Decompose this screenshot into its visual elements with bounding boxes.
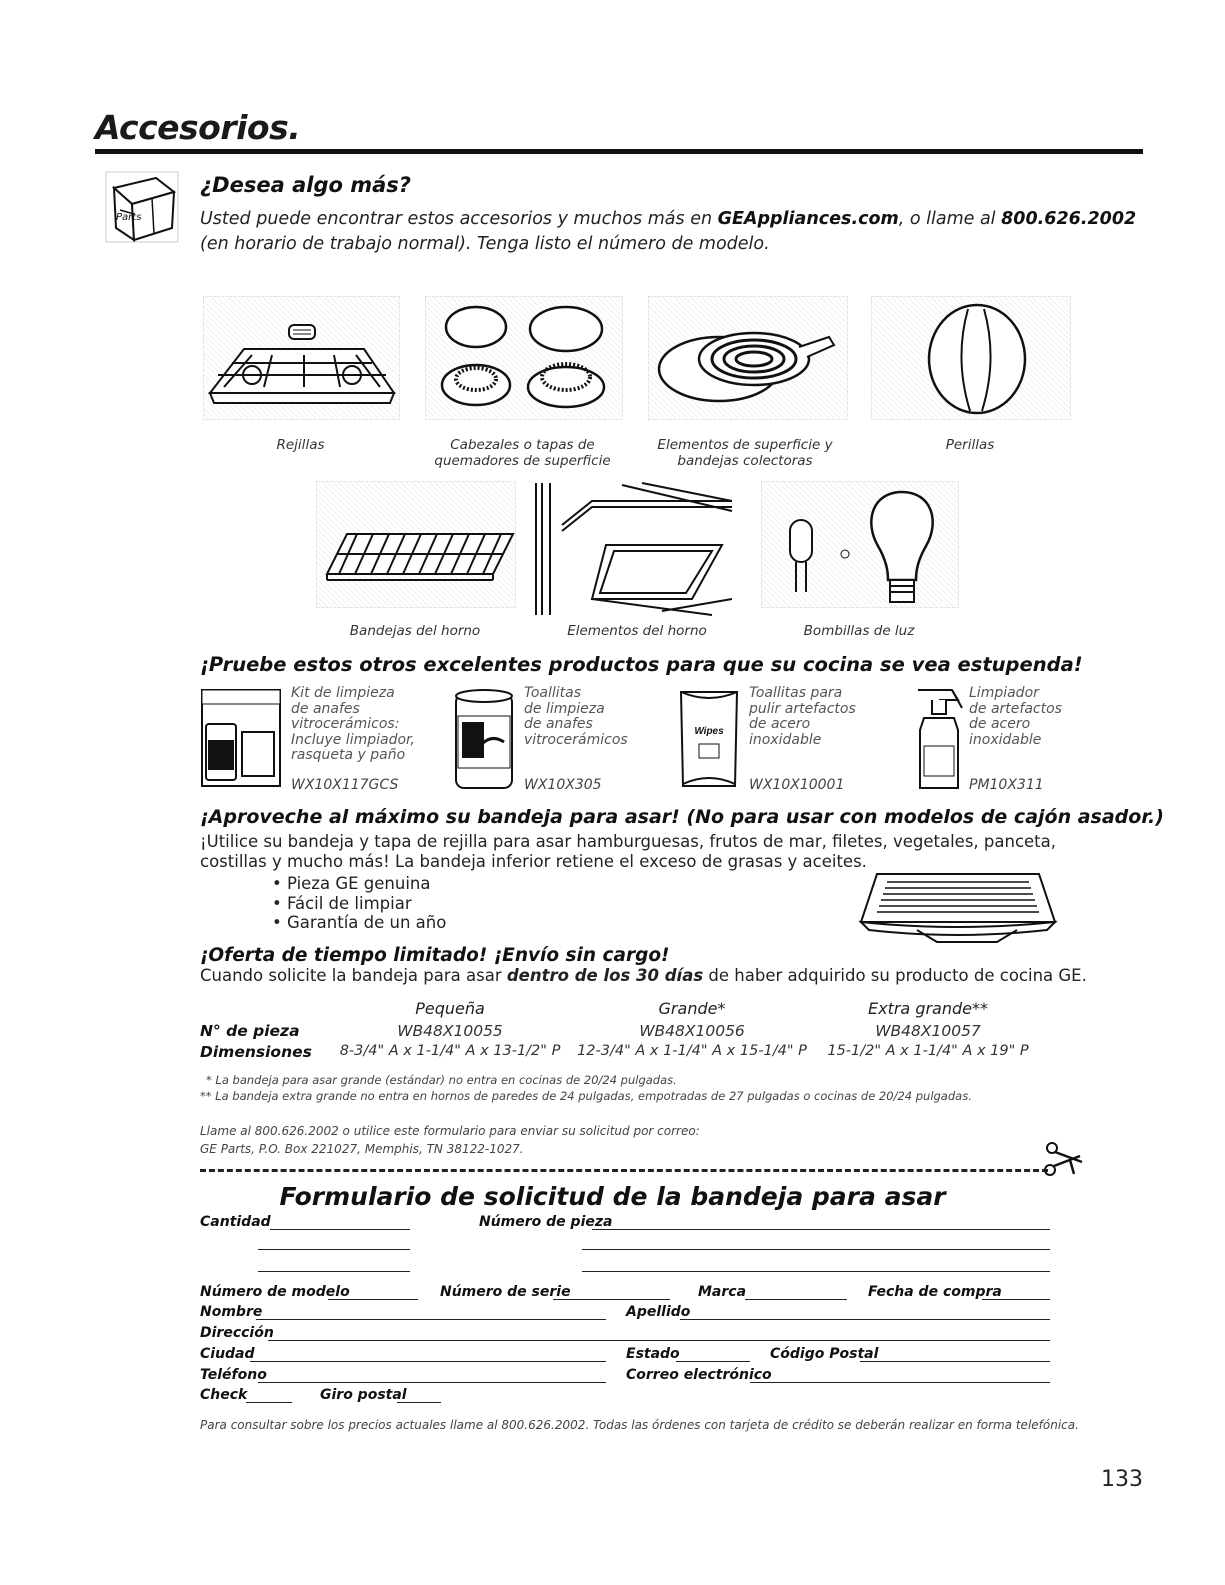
field-cantidad[interactable] (270, 1229, 410, 1230)
burner-caps-image (425, 296, 623, 420)
size-header-small: Pequeña (415, 999, 485, 1018)
product-3-line: pulir artefactos (749, 700, 856, 717)
parts-icon-label: Parts (116, 212, 142, 223)
field-apellido[interactable] (680, 1319, 1050, 1320)
bullet-item: • Fácil de limpiar (272, 893, 412, 913)
field-numero-pieza[interactable] (592, 1229, 1050, 1230)
caption-bandejas-horno: Bandejas del horno (349, 623, 481, 639)
product-4-line: Limpiador (969, 685, 1039, 701)
row-label-dim: Dimensiones (200, 1043, 312, 1061)
stainless-wipes-image (677, 684, 741, 794)
cut-line (200, 1169, 1048, 1172)
size-header-xlarge: Extra grande** (868, 999, 988, 1018)
field-fecha[interactable] (982, 1299, 1050, 1300)
label-fecha: Fecha de compra (868, 1284, 1002, 1300)
label-estado: Estado (626, 1346, 680, 1362)
label-cantidad: Cantidad (200, 1214, 271, 1230)
label-ciudad: Ciudad (200, 1346, 255, 1362)
bullet-item: • Garantía de un año (272, 913, 447, 932)
product-4-line: de acero (969, 716, 1031, 732)
product-1-line: de anafes (291, 700, 360, 717)
scissors-icon (1040, 1140, 1084, 1180)
broiler-body-1: ¡Utilice su bandeja y tapa de rejilla para asar hamburguesas, frutos de mar, filetes, vegetales, panceta, (200, 832, 1057, 851)
label-numero-pieza: Número de pieza (479, 1214, 613, 1230)
part-xlarge: WB48X10057 (875, 1022, 981, 1040)
bullet-item: • Pieza GE genuina (272, 874, 431, 893)
field-postal[interactable] (860, 1361, 1050, 1362)
field-correo[interactable] (750, 1382, 1050, 1383)
label-telefono: Teléfono (200, 1367, 267, 1383)
products-heading: ¡Pruebe estos otros excelentes productos para que su cocina se vea estupenda! (200, 653, 1083, 676)
dim-xlarge: 15-1/2" A x 1-1/4" A x 19" P (827, 1043, 1029, 1059)
offer-pre: Cuando solicite la bandeja para asar (200, 966, 507, 985)
size-note-1: * La bandeja para asar grande (estándar) no entra en cocinas de 20/24 pulgadas. (206, 1073, 677, 1087)
product-3-desc (749, 686, 856, 748)
product-2-line: Toallitas (524, 685, 581, 701)
size-header-large: Grande* (658, 999, 726, 1018)
product-4-desc (969, 686, 1062, 748)
knobs-image (871, 296, 1071, 420)
product-3-line: inoxidable (749, 731, 822, 748)
broiler-body-2: costillas y mucho más! La bandeja inferior retiene el exceso de grasas y aceites. (200, 852, 867, 871)
field-numero-pieza-3[interactable] (582, 1271, 1050, 1272)
product-2-line: de anafes (524, 716, 593, 732)
label-modelo: Número de modelo (200, 1284, 350, 1300)
offer-text (200, 966, 1087, 986)
mail-line-1: Llame al 800.626.2002 o utilice este formulario para enviar su solicitud por correo: (200, 1124, 700, 1138)
label-nombre: Nombre (200, 1304, 263, 1320)
svg-text:Wipes: Wipes (694, 726, 724, 737)
product-2-part: WX10X305 (524, 777, 602, 793)
grates-image (203, 296, 400, 420)
caption-bombillas: Bombillas de luz (803, 623, 915, 639)
field-giro[interactable] (397, 1402, 441, 1403)
caption-cabezales: Cabezales o tapas de quemadores de superficie (434, 437, 611, 469)
intro-phone: 800.626.2002 (1001, 209, 1137, 229)
field-marca[interactable] (745, 1299, 847, 1300)
page-number: 133 (1101, 1467, 1143, 1492)
field-ciudad[interactable] (250, 1361, 606, 1362)
page-title: Accesorios. (95, 108, 301, 147)
product-1-line: vitrocerámicos: (291, 716, 400, 732)
part-large: WB48X10056 (639, 1022, 745, 1040)
dim-large: 12-3/4" A x 1-1/4" A x 15-1/4" P (577, 1043, 807, 1059)
cerama-bryte-image (452, 684, 516, 794)
field-numero-pieza-2[interactable] (582, 1249, 1050, 1250)
label-check: Check (200, 1387, 248, 1403)
ceramic-kit-image (200, 684, 282, 792)
field-direccion[interactable] (268, 1340, 1050, 1341)
mail-line-2: GE Parts, P.O. Box 221027, Memphis, TN 38122-1027. (200, 1142, 524, 1156)
product-2-line: vitrocerámicos (524, 731, 628, 748)
offer-post: de haber adquirido su producto de cocina GE. (703, 966, 1087, 985)
product-3-line: de acero (749, 716, 811, 732)
form-title: Formulario de solicitud de la bandeja para asar (279, 1182, 946, 1211)
product-3-line: Toallitas para (749, 685, 843, 701)
title-rule (95, 149, 1143, 154)
product-1-line: Kit de limpieza (291, 685, 395, 701)
caption-rejillas: Rejillas (276, 437, 325, 453)
label-marca: Marca (698, 1284, 747, 1300)
stainless-cleaner-image (912, 684, 964, 794)
field-estado[interactable] (676, 1361, 750, 1362)
size-note-2: ** La bandeja extra grande no entra en hornos de paredes de 24 pulgadas, empotradas de 27 pulgadas o cocinas de 20/24 pulgadas. (200, 1089, 972, 1103)
caption-elementos-superficie: Elementos de superficie y bandejas colectoras (657, 437, 833, 469)
field-cantidad-3[interactable] (258, 1271, 410, 1272)
offer-heading: ¡Oferta de tiempo limitado! ¡Envío sin cargo! (200, 945, 670, 966)
intro-line2: (en horario de trabajo normal). Tenga listo el número de modelo. (200, 234, 770, 254)
light-bulbs-image (761, 481, 959, 608)
product-2-desc (524, 686, 628, 748)
broiler-heading: ¡Aproveche al máximo su bandeja para asar! (No para usar con modelos de cajón asador.) (200, 806, 1164, 828)
intro-line1-mid: , o llame al (898, 209, 1002, 229)
product-1-desc (291, 686, 415, 764)
caption-perillas: Perillas (945, 437, 995, 453)
offer-bold: dentro de los 30 días (506, 966, 704, 985)
broiler-pan-image (857, 870, 1059, 944)
label-giro: Giro postal (320, 1387, 407, 1403)
field-cantidad-2[interactable] (258, 1249, 410, 1250)
dim-small: 8-3/4" A x 1-1/4" A x 13-1/2" P (339, 1043, 561, 1059)
label-direccion: Dirección (200, 1325, 274, 1341)
product-3-part: WX10X10001 (749, 777, 845, 793)
surface-elements-image (648, 296, 848, 420)
field-nombre[interactable] (256, 1319, 606, 1320)
label-apellido: Apellido (626, 1304, 691, 1320)
footer-note: Para consultar sobre los precios actuales llame al 800.626.2002. Todas las órdenes con tarjeta de crédito se deberán realizar en forma telefónica. (200, 1418, 1079, 1432)
intro-site-link[interactable]: GEAppliances.com (717, 209, 899, 229)
oven-elements-image (532, 481, 742, 617)
oven-racks-image (316, 481, 516, 608)
product-4-line: de artefactos (969, 700, 1062, 717)
field-telefono[interactable] (258, 1382, 606, 1383)
label-postal: Código Postal (770, 1346, 879, 1362)
product-4-line: inoxidable (969, 731, 1042, 748)
part-small: WB48X10055 (397, 1022, 503, 1040)
row-label-part: N° de pieza (200, 1022, 300, 1040)
label-serie: Número de serie (440, 1284, 571, 1300)
product-1-line: rasqueta y paño (291, 747, 406, 763)
intro-text (200, 207, 1150, 257)
parts-box-icon (104, 170, 180, 244)
product-2-line: de limpieza (524, 700, 605, 717)
product-1-line: Incluye limpiador, (291, 731, 415, 748)
broiler-bullets (272, 874, 446, 933)
label-correo: Correo electrónico (626, 1367, 772, 1383)
product-4-part: PM10X311 (969, 777, 1044, 793)
field-serie[interactable] (553, 1299, 670, 1300)
intro-line1-pre: Usted puede encontrar estos accesorios y muchos más en (200, 209, 718, 229)
product-1-part: WX10X117GCS (291, 777, 399, 793)
field-modelo[interactable] (328, 1299, 418, 1300)
intro-heading: ¿Desea algo más? (200, 173, 411, 197)
caption-elementos-horno: Elementos del horno (567, 623, 707, 639)
field-check[interactable] (246, 1402, 292, 1403)
